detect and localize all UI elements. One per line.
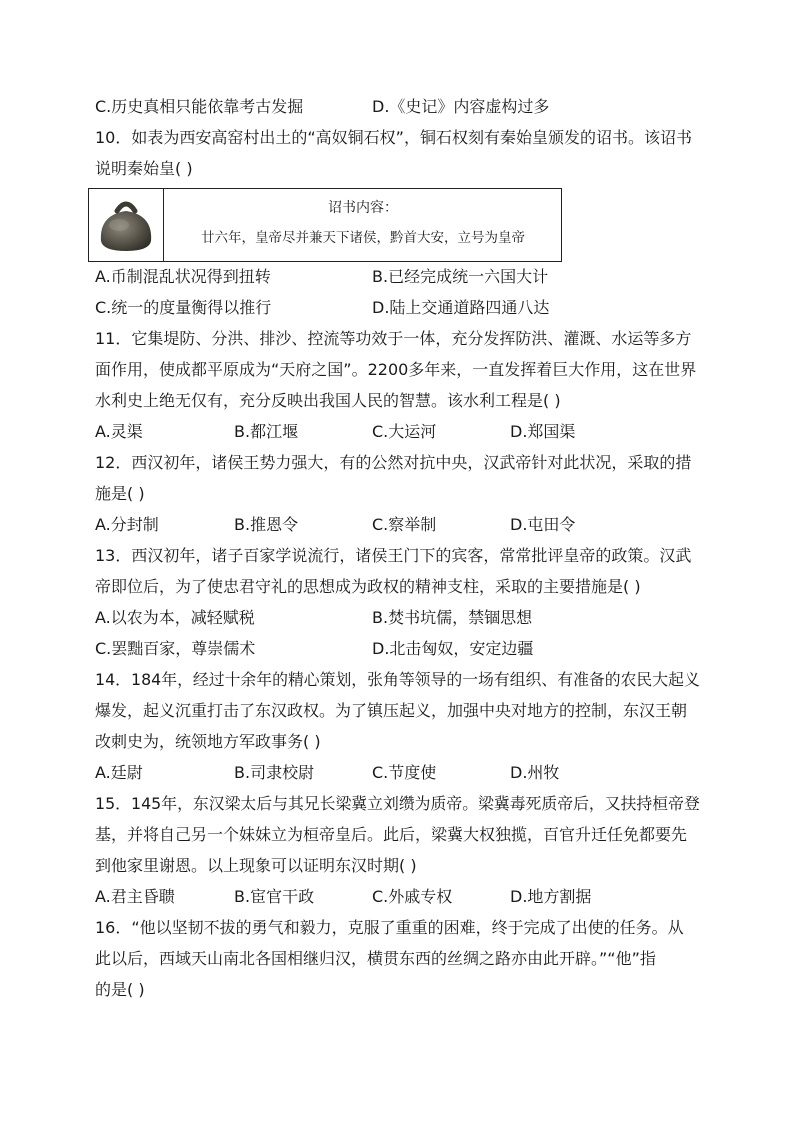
question-11-line-3: 水利史上绝无仅有，充分反映出我国人民的智慧。该水利工程是( ) — [95, 391, 561, 410]
question-12-option-c: C.察举制 — [372, 515, 437, 534]
question-16-line-1: 16．“他以坚韧不拔的勇气和毅力，克服了重重的困难，终于完成了出使的任务。从 — [95, 918, 684, 937]
question-11-option-d: D.郑国渠 — [510, 422, 576, 441]
option-d-prev: D.《史记》内容虚构过多 — [372, 97, 550, 116]
question-15-line-1: 15．145年，东汉梁太后与其兄长梁冀立刘缵为质帝。梁冀毒死质帝后，又扶持桓帝登 — [95, 794, 700, 813]
question-13-line-1: 13．西汉初年，诸子百家学说流行，诸侯王门下的宾客，常常批评皇帝的政策。汉武 — [95, 546, 692, 565]
question-11-option-a: A.灵渠 — [95, 422, 143, 441]
question-13-option-a: A.以农为本，减轻赋税 — [95, 608, 255, 627]
question-14-option-a: A.廷尉 — [95, 763, 143, 782]
question-16-line-3: 的是( ) — [95, 980, 145, 999]
inscription-table — [88, 188, 562, 262]
question-14-line-3: 改刺史为，统领地方军政事务( ) — [95, 732, 321, 751]
bronze-weight-icon — [89, 189, 163, 261]
question-12-option-b: B.推恩令 — [234, 515, 299, 534]
question-13-option-b: B.焚书坑儒，禁锢思想 — [372, 608, 533, 627]
inscription-title: 诏书内容： — [328, 200, 398, 216]
question-11-line-1: 11．它集堤防、分洪、排沙、控流等功效于一体，充分发挥防洪、灌溉、水运等多方 — [95, 329, 692, 348]
question-14-option-c: C.节度使 — [372, 763, 437, 782]
question-10-option-b: B.已经完成统一六国大计 — [372, 267, 549, 286]
question-12-line-2: 施是( ) — [95, 484, 145, 503]
question-10-option-a: A.币制混乱状况得到扭转 — [95, 267, 271, 286]
bronze-weight-image — [89, 189, 164, 261]
question-11-option-b: B.都江堰 — [234, 422, 299, 441]
question-13-option-d: D.北击匈奴，安定边疆 — [372, 639, 534, 658]
question-15-line-2: 基，并将自己另一个妹妹立为桓帝皇后。此后，梁冀大权独揽，百官升迁任免都要先 — [95, 825, 688, 844]
question-16-line-2: 此以后，西域天山南北各国相继归汉，横贯东西的丝绸之路亦由此开辟。”“他”指 — [95, 949, 656, 968]
question-13-option-c: C.罢黜百家，尊崇儒术 — [95, 639, 256, 658]
question-14-option-b: B.司隶校尉 — [234, 763, 315, 782]
question-10-option-c: C.统一的度量衡得以推行 — [95, 298, 272, 317]
option-c-prev: C.历史真相只能依靠考古发掘 — [95, 97, 304, 116]
question-15-option-a: A.君主昏聩 — [95, 887, 175, 906]
inscription-body: 廿六年，皇帝尽并兼天下诸侯，黔首大安，立号为皇帝 — [201, 230, 525, 246]
question-12-line-1: 12．西汉初年，诸侯王势力强大，有的公然对抗中央，汉武帝针对此状况，采取的措 — [95, 453, 692, 472]
question-12-option-a: A.分封制 — [95, 515, 159, 534]
question-11-option-c: C.大运河 — [372, 422, 437, 441]
question-14-line-1: 14．184年，经过十余年的精心策划，张角等领导的一场有组织、有准备的农民大起义 — [95, 670, 700, 689]
question-10-line-2: 说明秦始皇( ) — [95, 159, 193, 178]
question-14-option-d: D.州牧 — [510, 763, 560, 782]
question-13-line-2: 帝即位后，为了使忠君守礼的思想成为政权的精神支柱，采取的主要措施是( ) — [95, 577, 641, 596]
question-12-option-d: D.屯田令 — [510, 515, 576, 534]
question-10-line-1: 10．如表为西安高窑村出土的“高奴铜石权”，铜石权刻有秦始皇颁发的诏书。该诏书 — [95, 128, 692, 147]
question-15-option-b: B.宦官干政 — [234, 887, 315, 906]
question-14-line-2: 爆发，起义沉重打击了东汉政权。为了镇压起义，加强中央对地方的控制，东汉王朝 — [95, 701, 688, 720]
question-15-option-d: D.地方割据 — [510, 887, 592, 906]
question-15-option-c: C.外戚专权 — [372, 887, 453, 906]
question-10-option-d: D.陆上交通道路四通八达 — [372, 298, 550, 317]
question-15-line-3: 到他家里谢恩。以上现象可以证明东汉时期( ) — [95, 856, 417, 875]
question-11-line-2: 面作用，使成都平原成为“天府之国”。2200多年来，一直发挥着巨大作用，这在世界 — [95, 360, 697, 379]
